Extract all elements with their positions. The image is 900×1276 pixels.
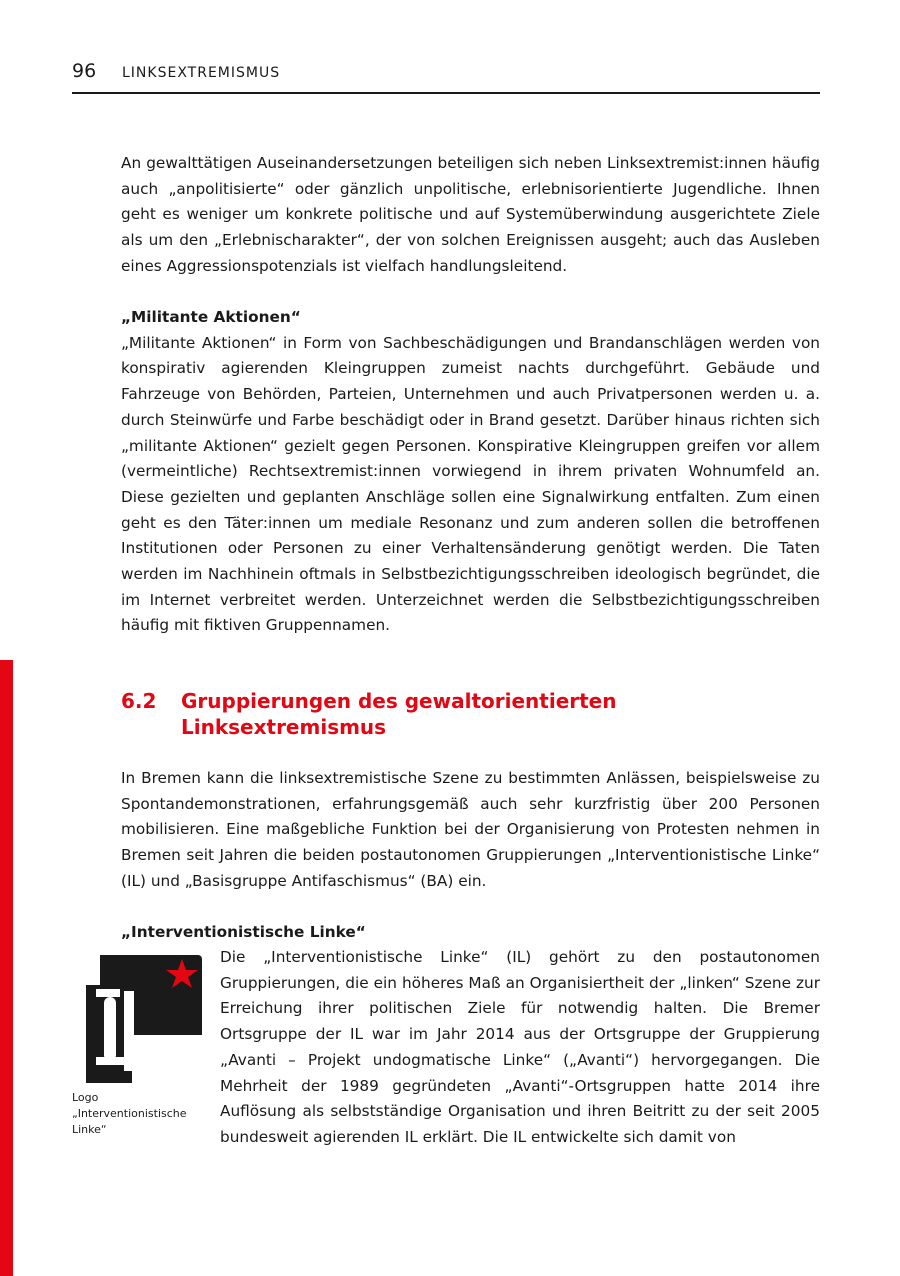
il-logo-caption: Logo „Interventionistische Linke“ (72, 1091, 187, 1136)
intro-paragraph: An gewalttätigen Auseinandersetzungen beteiligen sich neben Linksextremist:innen häufig auch „anpolitisierte“ oder gänzlich unpolitische, erlebnisorientierte Jugendliche. Ihnen geht es weniger um konkrete politische und auf Systemüberwindung ausgerichtete Ziele als um den „Erlebnischarakter“, der von solchen Ereignissen ausgeht; auch das Ausleben eines Aggressionspotenzials ist vielfach handlungsleitend. (121, 154, 820, 275)
militant-actions-block (121, 305, 820, 639)
il-logo (72, 955, 202, 1083)
il-heading: „Interventionistische Linke“ (121, 923, 366, 941)
running-header (72, 58, 820, 94)
section-intro-block (121, 766, 820, 895)
section-number: 6.2 (121, 689, 157, 713)
running-title: LINKSEXTREMISMUS (122, 65, 281, 81)
page-number: 96 (72, 60, 97, 82)
il-paragraph: Die „Interventionistische Linke“ (IL) gehört zu den postautonomen Gruppierungen, die ein höheres Maß an Organisiertheit der „linken“ Szene zur Erreichung ihrer politischen Ziele für notwendig halten. Die Bremer Ortsgruppe der IL war im Jahr 2014 aus der Ortsgruppe der Gruppierung „Avanti – Projekt undogmatische Linke“ („Avanti“) hervorgegangen. Die Mehrheit der 1989 gegründeten „Avanti“-Ortsgruppen hatte 2014 ihre Auflösung als selbstständige Organisation und ihren Beitritt zu der seit 2005 bundesweit agierenden IL erklärt. Die IL entwickelte sich damit von (220, 948, 820, 1146)
il-heading-block (121, 920, 820, 946)
intro-block (121, 151, 820, 280)
militant-actions-paragraph: „Militante Aktionen“ in Form von Sachbeschädigungen und Brandanschlägen werden von konspirativ agierenden Kleingruppen zumeist nachts durchgeführt. Gebäude und Fahrzeuge von Behörden, Parteien, Unternehmen und auch Privatpersonen werden u. a. durch Steinwürfe und Farbe beschädigt oder in Brand gesetzt. Darüber hinaus richten sich „militante Aktionen“ gezielt gegen Personen. Konspirative Kleingruppen greifen vor allem (vermeintliche) Rechtsextremist:innen vorwiegend in ihrem privaten Wohnumfeld an. Diese gezielten und geplanten Anschläge sollen eine Signalwirkung entfalten. Zum einen geht es den Täter:innen um mediale Resonanz und zum anderen sollen die betroffenen Institutionen oder Personen zu einer Verhaltensänderung genötigt werden. Die Taten werden im Nachhinein oftmals in Selbstbezichtigungsschreiben ideologisch begründet, die im Internet verbreitet werden. Unterzeichnet werden die Selbstbezichtigungsschreiben häufig mit fiktiven Gruppennamen. (121, 333, 820, 635)
il-logo-icon (72, 955, 202, 1083)
militant-actions-heading: „Militante Aktionen“ (121, 308, 301, 326)
section-title: Gruppierungen des gewaltorientierten Linksextremismus (181, 689, 617, 739)
section-intro-paragraph: In Bremen kann die linksextremistische Szene zu bestimmten Anlässen, beispielsweise zu Spontandemonstrationen, erfahrungsgemäß auch sehr kurzfristig über 200 Personen mobilisieren. Eine maßgebliche Funktion bei der Organisierung von Protesten nehmen in Bremen seit Jahren die beiden postautonomen Gruppierungen „Interventionistische Linke“ (IL) und „Basisgruppe Antifaschismus“ (BA) ein. (121, 769, 820, 890)
il-block (220, 945, 820, 1151)
chapter-marker-bar (0, 660, 13, 1276)
